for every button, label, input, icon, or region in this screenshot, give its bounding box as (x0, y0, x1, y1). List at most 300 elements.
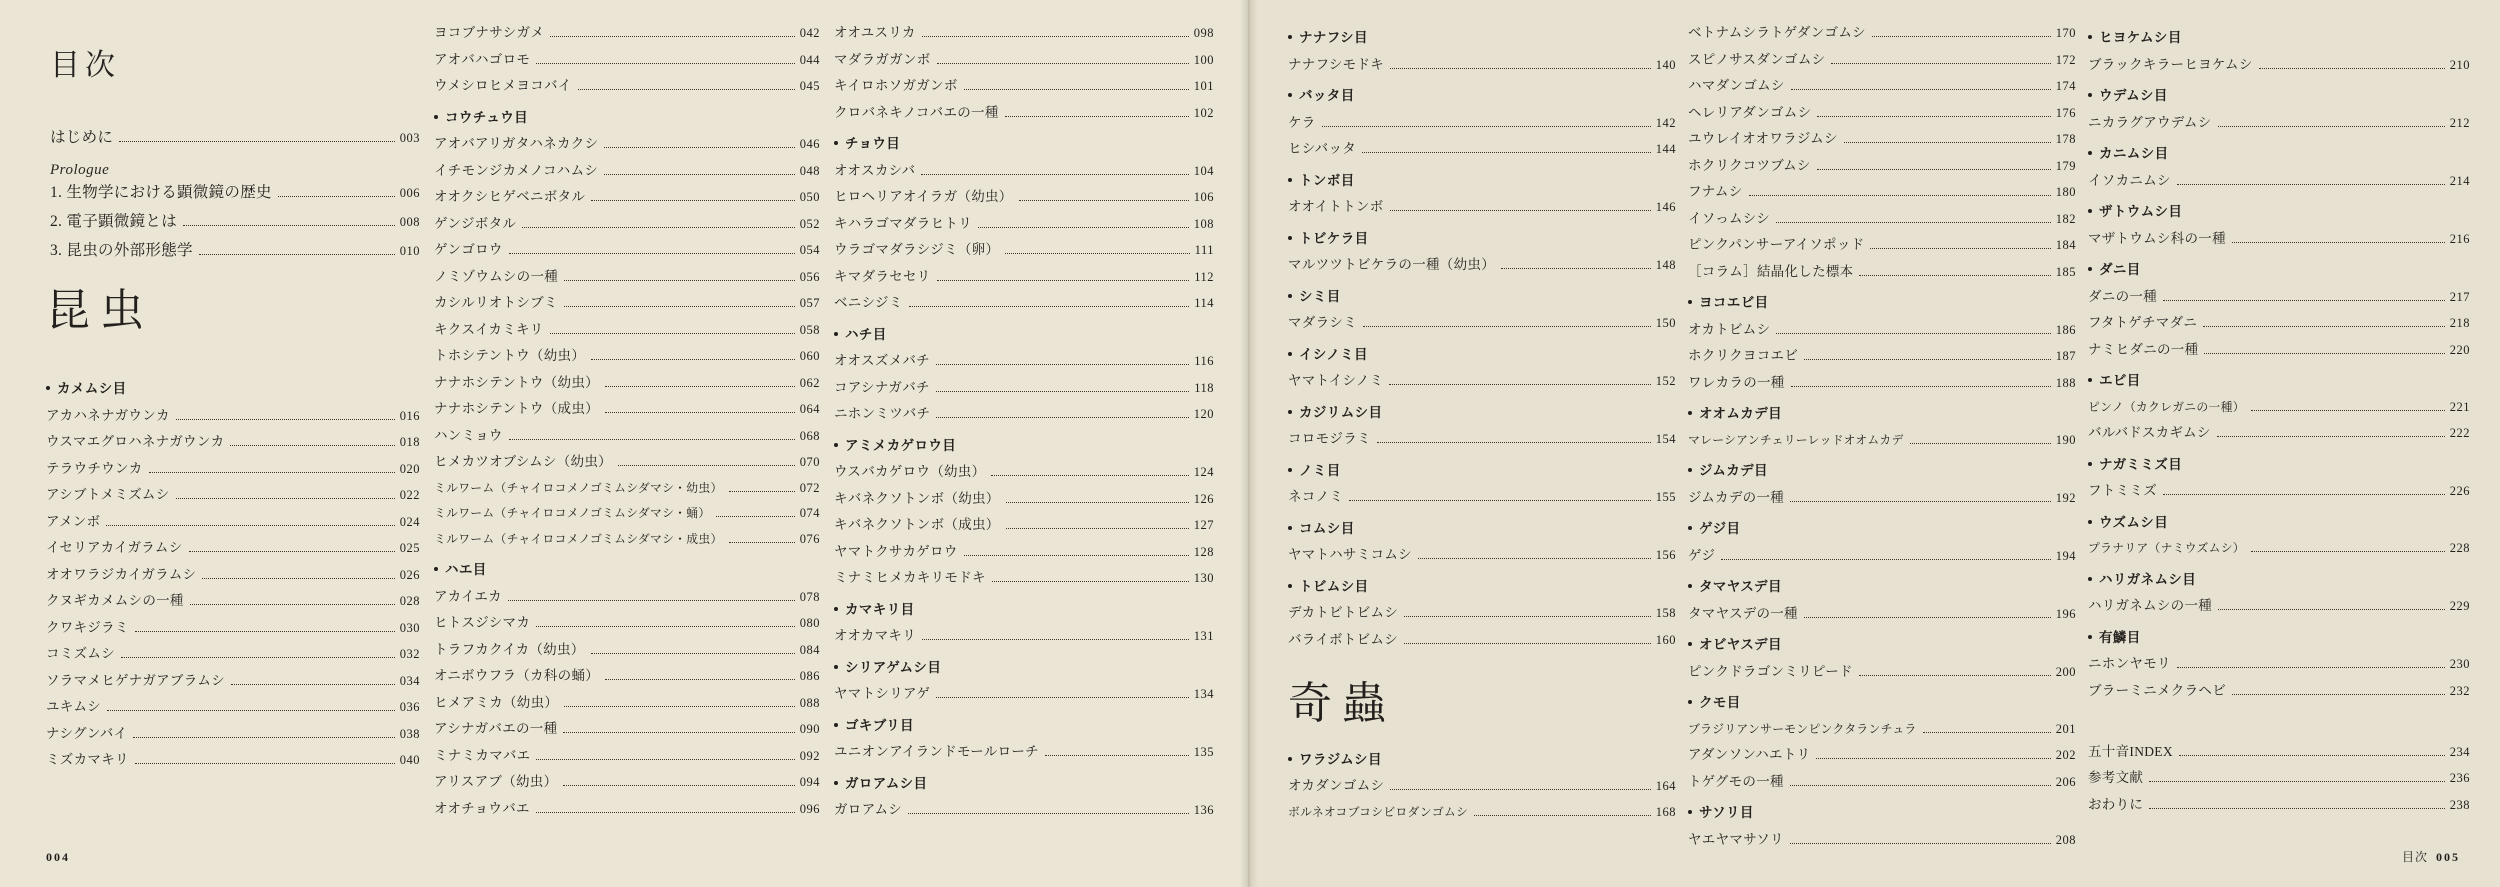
toc-entry[interactable] (1688, 665, 2076, 680)
toc-entry-page: 140 (1655, 57, 1676, 72)
toc-entry[interactable] (1288, 142, 1676, 157)
leader-dots (1816, 758, 2050, 759)
bullet-icon (2088, 151, 2092, 155)
group-heading (2088, 258, 2470, 278)
toc-entry-page: 070 (799, 455, 820, 469)
toc-entry[interactable] (834, 687, 1214, 702)
toc-entry[interactable] (834, 296, 1214, 311)
leader-dots (107, 710, 395, 711)
toc-entry[interactable] (834, 745, 1214, 760)
group-heading-label: ナガミミズ目 (2099, 456, 2183, 472)
toc-entry[interactable] (434, 429, 820, 444)
toc-entry[interactable] (2088, 426, 2470, 441)
toc-entry-label: ユキムシ (46, 699, 102, 714)
leader-dots (964, 555, 1189, 556)
leader-dots (135, 763, 395, 764)
toc-entry-label: デカトビトビムシ (1288, 605, 1399, 620)
group-heading-label: ナナフシ目 (1299, 30, 1368, 45)
toc-entry[interactable] (434, 590, 820, 605)
toc-entry[interactable] (434, 482, 820, 496)
bullet-icon (2088, 577, 2092, 581)
group-heading (1288, 748, 1676, 768)
toc-entry-label: ヤエヤマサソリ (1688, 831, 1784, 847)
toc-entry[interactable] (834, 243, 1214, 258)
toc-entry[interactable] (434, 270, 820, 285)
toc-entry[interactable] (2088, 58, 2470, 73)
toc-entry[interactable] (1688, 607, 2076, 622)
leader-dots (2217, 436, 2445, 437)
folio-left: 004 (46, 850, 70, 864)
toc-entry[interactable] (46, 674, 420, 689)
toc-entry[interactable] (434, 507, 820, 521)
toc-entry[interactable] (434, 376, 820, 391)
toc-entry-page: 076 (799, 531, 820, 546)
toc-entry[interactable] (2088, 343, 2470, 358)
toc-entry[interactable] (434, 243, 820, 258)
toc-entry[interactable] (46, 488, 420, 503)
toc-entry[interactable] (50, 185, 420, 201)
group-heading (834, 598, 1214, 618)
toc-entry-page: 160 (1655, 632, 1676, 647)
leader-dots (2179, 755, 2445, 756)
toc-entry-label: コロモジラミ (1288, 431, 1371, 446)
leader-dots (199, 254, 395, 255)
toc-entry[interactable] (1688, 491, 2076, 506)
toc-entry[interactable] (46, 621, 420, 636)
toc-entry[interactable] (434, 749, 820, 764)
left-column-3 (834, 26, 1214, 867)
toc-entry-label: オニボウフラ（カ科の蛹） (434, 668, 600, 683)
toc-entry-label: ミルワーム（チャイロコメノゴミムシダマシ・蛹） (434, 506, 711, 520)
toc-entry-page: 120 (1193, 407, 1214, 421)
leader-dots (1817, 116, 2050, 117)
leader-dots (1790, 501, 2051, 502)
toc-entry[interactable] (434, 53, 820, 68)
toc-entry-label: 1. 生物学における顕微鏡の歴史 (50, 184, 272, 201)
toc-entry[interactable] (434, 802, 820, 817)
toc-entry[interactable] (46, 753, 420, 768)
group-heading-label: クモ目 (1699, 695, 1741, 710)
toc-entry[interactable] (434, 533, 820, 547)
toc-entry[interactable] (834, 270, 1214, 285)
toc-entry[interactable] (2088, 798, 2470, 813)
toc-entry[interactable] (1288, 490, 1676, 505)
toc-entry[interactable] (834, 545, 1214, 560)
toc-entry-label: ブラーミニメクラヘビ (2088, 682, 2226, 698)
toc-entry-label: ウラゴマダラシジミ（卵） (834, 242, 1000, 257)
leader-dots (1872, 36, 2051, 37)
leader-dots (2149, 808, 2445, 809)
toc-entry-page: 058 (799, 322, 820, 337)
toc-entry-label: オオチョウバエ (434, 800, 530, 816)
toc-entry-label: コミズムシ (46, 646, 115, 661)
toc-entry-label: クワキジラミ (46, 619, 129, 635)
toc-entry[interactable] (834, 164, 1214, 179)
toc-entry[interactable] (2088, 684, 2470, 699)
group-heading-label: ヒヨケムシ目 (2099, 30, 2182, 45)
bullet-icon (1288, 584, 1292, 588)
toc-entry[interactable] (2088, 542, 2470, 556)
toc-entry[interactable] (2088, 771, 2470, 786)
group-heading (1688, 801, 2076, 821)
toc-entry[interactable] (1688, 723, 2076, 737)
toc-entry-label: マダラガガンボ (834, 51, 931, 67)
toc-entry-page: 228 (2449, 541, 2470, 555)
toc-entry[interactable] (1688, 79, 2076, 94)
bullet-icon (46, 386, 50, 390)
toc-entry-page: 130 (1193, 571, 1214, 585)
leader-dots (2177, 667, 2445, 668)
toc-entry[interactable] (1288, 633, 1676, 648)
toc-entry-label: オオワラジカイガラムシ (46, 566, 197, 582)
bullet-icon (1288, 35, 1292, 39)
group-heading-label: ハリガネムシ目 (2099, 571, 2197, 587)
toc-entry-label: マレーシアンチェリーレッドオオムカデ (1688, 432, 1904, 447)
toc-entry[interactable] (1688, 434, 2076, 448)
leader-dots (1859, 675, 2051, 676)
leader-dots (2204, 353, 2444, 354)
toc-entry[interactable] (46, 594, 420, 609)
toc-entry-label: はじめに (50, 129, 114, 146)
leader-dots (716, 516, 794, 517)
toc-entry[interactable] (834, 26, 1214, 41)
toc-entry[interactable] (834, 492, 1214, 507)
toc-entry[interactable] (46, 515, 420, 530)
leader-dots (1322, 126, 1651, 127)
group-heading-label: シミ目 (1299, 288, 1341, 304)
toc-entry-label: ケラ (1288, 114, 1316, 130)
toc-entry-page: 126 (1193, 491, 1214, 506)
toc-entry-label: トゲグモの一種 (1688, 773, 1784, 789)
bullet-icon (1688, 700, 1692, 704)
toc-entry-label: ヒメカツオブシムシ（幼虫） (434, 454, 612, 469)
toc-entry-page: 156 (1655, 548, 1676, 562)
group-heading-label: オビヤスデ目 (1699, 637, 1782, 652)
left-column-2 (434, 26, 834, 867)
group-heading-label: ザトウムシ目 (2099, 204, 2183, 219)
leader-dots (522, 227, 795, 228)
group-heading-label: カマキリ目 (845, 601, 915, 617)
toc-entry[interactable] (434, 669, 820, 684)
toc-entry-page: 084 (799, 642, 820, 657)
toc-entry[interactable] (434, 217, 820, 232)
toc-entry-page: 074 (799, 506, 820, 520)
group-heading (834, 714, 1214, 734)
group-heading (2088, 453, 2470, 473)
group-heading-label: ジムカデ目 (1699, 463, 1768, 478)
toc-entry-label: 2. 電子顕微鏡とは (50, 213, 178, 230)
toc-entry-label: オオユスリカ (834, 25, 916, 40)
leader-dots (978, 227, 1189, 228)
toc-entry-label: ヤマトシリアゲ (834, 686, 931, 701)
leader-dots (591, 359, 795, 360)
toc-entry[interactable] (1688, 748, 2076, 763)
toc-entry-page: 036 (399, 700, 420, 714)
toc-entry[interactable] (50, 214, 420, 230)
leader-dots (2251, 410, 2445, 411)
toc-entry-page: 135 (1193, 745, 1214, 759)
toc-entry[interactable] (434, 296, 820, 311)
group-heading (2088, 142, 2470, 162)
toc-entry[interactable] (834, 407, 1214, 422)
group-heading-label: カメムシ目 (57, 381, 127, 396)
leader-dots (2203, 326, 2445, 327)
toc-entry[interactable] (434, 402, 820, 417)
toc-entry[interactable] (834, 465, 1214, 480)
toc-entry[interactable] (1688, 53, 2076, 68)
toc-entry-page: 034 (399, 673, 420, 688)
bullet-icon (834, 723, 838, 727)
group-heading (1288, 459, 1676, 479)
toc-entry[interactable] (434, 455, 820, 470)
bullet-icon (2088, 267, 2092, 271)
toc-entry[interactable] (434, 775, 820, 790)
toc-entry[interactable] (1288, 548, 1676, 563)
toc-entry-label: ネコノミ (1288, 489, 1344, 504)
toc-entry[interactable] (2088, 401, 2470, 415)
toc-entry[interactable] (834, 518, 1214, 533)
leader-dots (729, 491, 795, 492)
leader-dots (2177, 184, 2445, 185)
toc-entry-label: オオカマキリ (834, 628, 916, 643)
toc-entry[interactable] (834, 53, 1214, 68)
group-heading-label: トンボ目 (1299, 172, 1355, 188)
toc-entry-page: 046 (799, 137, 820, 151)
toc-entry-page: 114 (1194, 296, 1214, 310)
toc-entry[interactable] (1688, 106, 2076, 121)
leader-dots (1474, 815, 1651, 816)
leader-dots (536, 63, 795, 64)
leader-dots (1390, 210, 1651, 211)
toc-entry-page: 217 (2449, 289, 2470, 304)
leader-dots (121, 657, 395, 658)
bullet-icon (2088, 93, 2092, 97)
toc-entry[interactable] (1288, 432, 1676, 447)
bullet-icon (1288, 178, 1292, 182)
toc-entry-label: ハリガネムシの一種 (2088, 598, 2213, 613)
toc-entry[interactable] (46, 647, 420, 662)
leader-dots (550, 36, 795, 37)
toc-entry[interactable] (834, 79, 1214, 94)
toc-entry[interactable] (2088, 484, 2470, 499)
toc-entry[interactable] (1688, 212, 2076, 227)
toc-entry[interactable] (434, 722, 820, 737)
toc-entry-page: 164 (1655, 779, 1676, 793)
toc-entry[interactable] (46, 541, 420, 556)
toc-entry-label: 3. 昆虫の外部形態学 (50, 242, 193, 259)
toc-entry-label: バライボトビムシ (1288, 631, 1398, 647)
group-heading (1288, 169, 1676, 189)
toc-entry[interactable] (1688, 185, 2076, 200)
toc-entry[interactable] (834, 217, 1214, 232)
toc-entry-label: アカハネナガウンカ (46, 407, 170, 423)
toc-entry[interactable] (2088, 745, 2470, 760)
toc-entry-page: 056 (799, 269, 820, 284)
toc-entry[interactable] (1288, 374, 1676, 389)
toc-entry[interactable] (1688, 775, 2076, 790)
toc-entry-page: 094 (799, 775, 820, 789)
leader-dots (922, 639, 1189, 640)
toc-entry[interactable] (1288, 806, 1676, 820)
toc-entry-label: マザトウムシ科の一種 (2088, 230, 2226, 246)
leader-dots (189, 551, 395, 552)
leader-dots (991, 475, 1188, 476)
toc-entry[interactable] (434, 616, 820, 631)
toc-entry-page: 154 (1655, 432, 1676, 446)
toc-entry[interactable] (2088, 232, 2470, 247)
toc-entry[interactable] (1288, 200, 1676, 215)
toc-entry[interactable] (1688, 132, 2076, 147)
toc-entry[interactable] (834, 354, 1214, 369)
leader-dots (550, 333, 795, 334)
toc-entry-page: 116 (1194, 354, 1214, 368)
toc-entry-page: 045 (799, 79, 820, 93)
toc-entry[interactable] (50, 130, 420, 146)
toc-entry[interactable] (46, 727, 420, 742)
group-heading (834, 656, 1214, 676)
toc-entry[interactable] (1688, 323, 2076, 338)
leader-dots (1831, 63, 2050, 64)
toc-entry[interactable] (434, 323, 820, 338)
toc-entry[interactable] (46, 435, 420, 450)
toc-entry-label: ヤマトイシノミ (1288, 373, 1384, 388)
toc-entry-label: ピンクドラゴンミリピード (1688, 663, 1853, 679)
leader-dots (618, 465, 795, 466)
toc-entry-label: ヒメアミカ（幼虫） (434, 694, 559, 710)
toc-entry-label: 五十音INDEX (2088, 743, 2173, 759)
toc-entry-label: アメンボ (46, 513, 101, 529)
toc-entry-page: 024 (399, 514, 420, 529)
leader-dots (563, 732, 794, 733)
toc-entry[interactable] (434, 137, 820, 152)
leader-dots (564, 280, 795, 281)
toc-entry-page: 016 (399, 408, 420, 423)
toc-entry-label: キハラゴマダラヒトリ (834, 215, 972, 231)
leader-dots (1776, 333, 2050, 334)
toc-entry-page: 088 (799, 695, 820, 710)
group-heading (834, 323, 1214, 343)
leader-dots (1776, 222, 2051, 223)
toc-entry-page: 018 (399, 435, 420, 449)
toc-entry-label: ヘレリアダンゴムシ (1688, 104, 1812, 120)
toc-entry-page: 052 (799, 216, 820, 231)
leader-dots (2259, 68, 2445, 69)
toc-entry[interactable] (834, 803, 1214, 818)
toc-entry-label: ウメシロヒメヨコバイ (434, 78, 572, 93)
toc-entry[interactable] (2088, 599, 2470, 614)
toc-entry-label: ホクリクコツブムシ (1688, 157, 1811, 173)
toc-entry[interactable] (1688, 833, 2076, 848)
toc-entry-page: 229 (2449, 599, 2470, 613)
toc-entry[interactable] (2088, 174, 2470, 189)
group-heading-label: トビケラ目 (1299, 230, 1369, 246)
leader-dots (1501, 268, 1651, 269)
toc-entry-label: ヨコブナサシガメ (434, 25, 545, 40)
toc-entry[interactable] (834, 190, 1214, 205)
group-heading (2088, 84, 2470, 104)
toc-entry[interactable] (1288, 606, 1676, 621)
toc-entry[interactable] (2088, 657, 2470, 672)
toc-entry-page: 201 (2055, 721, 2076, 736)
bullet-icon (1288, 294, 1292, 298)
toc-entry-label: ウスマエグロハネナガウンカ (46, 434, 225, 449)
toc-entry-label: マルツツトビケラの一種（幼虫） (1288, 257, 1495, 272)
toc-entry[interactable] (434, 349, 820, 364)
bullet-icon (434, 115, 438, 119)
leader-dots (1349, 500, 1651, 501)
toc-entry[interactable] (50, 243, 420, 259)
toc-entry-page: 192 (2055, 490, 2076, 505)
toc-entry-column-note[interactable] (1688, 265, 2076, 280)
page-title: 目次 (50, 49, 120, 82)
leader-dots (909, 306, 1190, 307)
toc-entry[interactable] (434, 643, 820, 658)
toc-entry-page: 134 (1193, 687, 1214, 701)
toc-entry[interactable] (2088, 290, 2470, 305)
toc-entry-page: 188 (2055, 375, 2076, 390)
toc-entry-label: キクスイカミキリ (434, 321, 544, 337)
toc-entry[interactable] (834, 629, 1214, 644)
toc-entry-page: 148 (1655, 258, 1676, 272)
leader-dots (1923, 732, 2051, 733)
toc-entry[interactable] (1288, 316, 1676, 331)
toc-entry[interactable] (2088, 116, 2470, 131)
toc-entry[interactable] (2088, 316, 2470, 331)
toc-entry[interactable] (46, 462, 420, 477)
toc-entry[interactable] (434, 79, 820, 94)
toc-entry[interactable] (434, 696, 820, 711)
toc-entry-page: 218 (2449, 316, 2470, 330)
toc-entry-label: ナナホシテントウ（幼虫） (434, 374, 599, 390)
toc-entry[interactable] (834, 571, 1214, 586)
toc-entry-page: 100 (1193, 52, 1214, 67)
toc-entry[interactable] (1688, 349, 2076, 364)
toc-entry[interactable] (434, 164, 820, 179)
toc-entry[interactable] (1688, 549, 2076, 564)
toc-entry[interactable] (1288, 779, 1676, 794)
toc-entry-label: ベニシジミ (834, 295, 903, 310)
toc-entry-page: 040 (399, 753, 420, 767)
toc-entry[interactable] (1288, 116, 1676, 131)
toc-entry[interactable] (834, 106, 1214, 121)
toc-entry[interactable] (434, 190, 820, 205)
toc-entry[interactable] (1688, 26, 2076, 41)
toc-entry[interactable] (46, 409, 420, 424)
toc-entry[interactable] (1688, 159, 2076, 174)
toc-entry-label: オオイトトンボ (1288, 199, 1384, 214)
leader-dots (937, 63, 1189, 64)
toc-entry-label: ユウレイオオワラジムシ (1688, 131, 1838, 146)
toc-entry-label: アオバアリガタハネカクシ (434, 136, 599, 151)
group-heading-label: アミメカゲロウ目 (845, 437, 957, 453)
toc-entry[interactable] (46, 700, 420, 715)
bullet-icon (1688, 468, 1692, 472)
toc-entry[interactable] (1688, 238, 2076, 253)
toc-entry-page: 028 (399, 594, 420, 608)
group-heading-label: ヨコエビ目 (1699, 295, 1769, 310)
toc-entry[interactable] (1688, 376, 2076, 391)
toc-entry-label: 参考文献 (2088, 770, 2144, 785)
leader-dots (1377, 442, 1651, 443)
toc-entry[interactable] (1288, 58, 1676, 73)
toc-entry[interactable] (46, 568, 420, 583)
toc-entry[interactable] (1288, 258, 1676, 273)
toc-entry[interactable] (434, 26, 820, 41)
group-heading-label: チョウ目 (845, 136, 901, 151)
toc-entry[interactable] (834, 381, 1214, 396)
leader-dots (231, 684, 395, 685)
leader-dots (1006, 528, 1189, 529)
